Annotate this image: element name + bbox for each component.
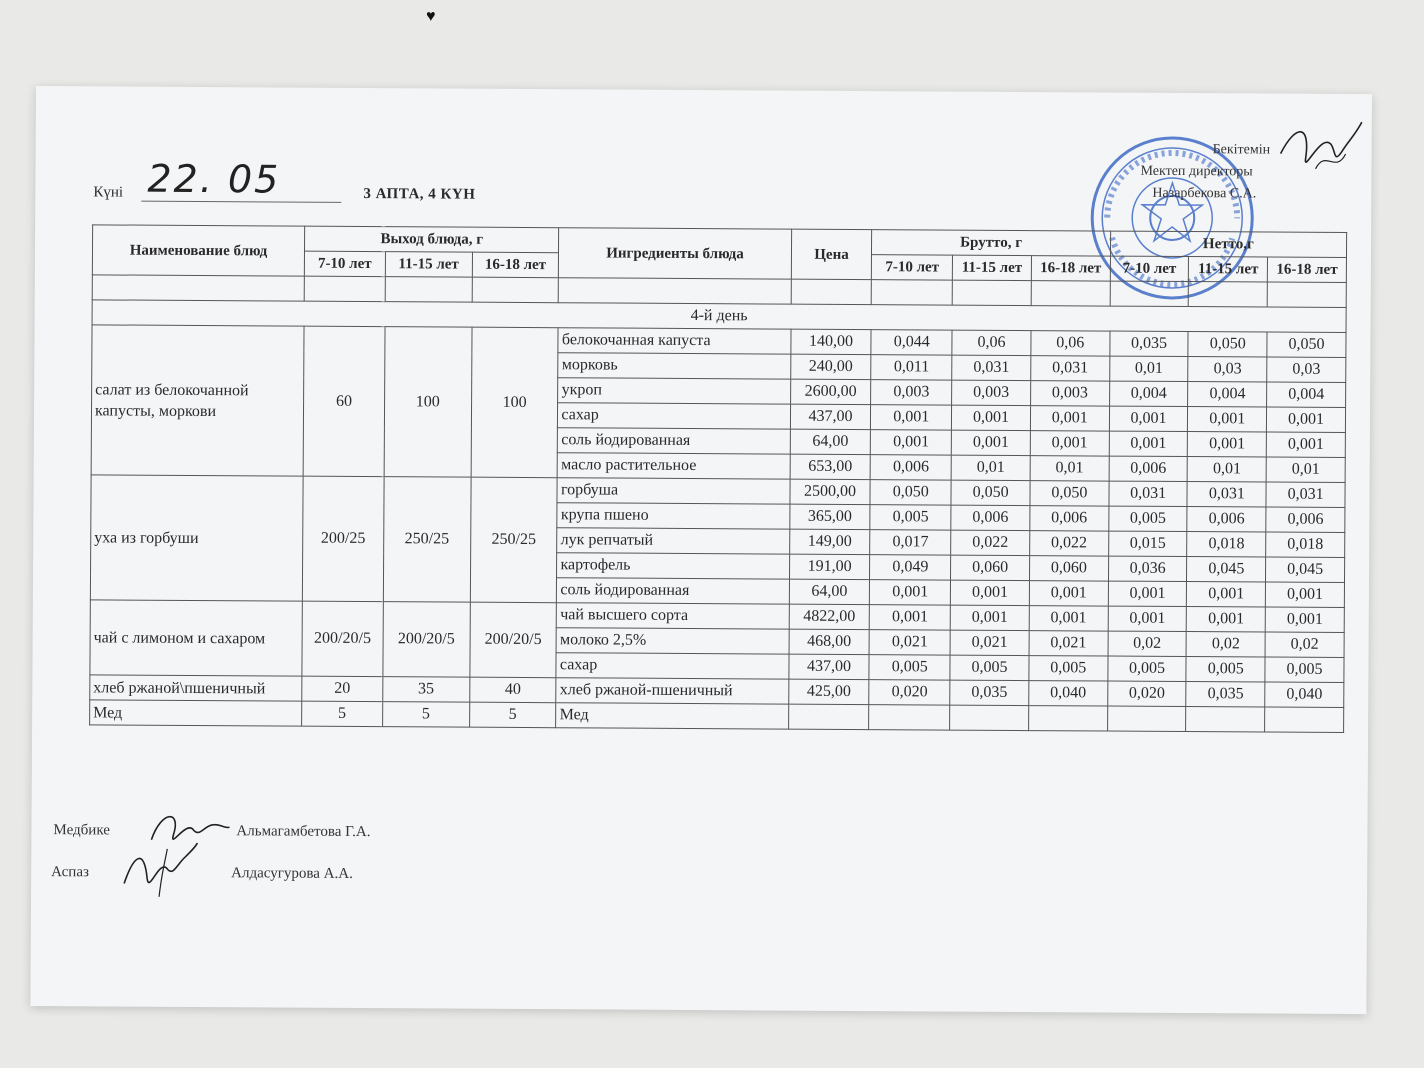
ingredient-price: 365,00: [789, 504, 870, 529]
brutto-16-18: 0,001: [1029, 606, 1108, 631]
brutto-7-10: 0,011: [871, 355, 952, 380]
header-dish-name: Наименование блюд: [92, 225, 304, 276]
ingredient-price: 425,00: [788, 679, 869, 704]
brutto-7-10: 0,005: [869, 655, 950, 680]
ingredient-name: лук репчатый: [557, 528, 789, 554]
header-age-16-18: 16-18 лет: [1268, 257, 1347, 282]
netto-7-10: [1107, 706, 1186, 731]
header-age-7-10: 7-10 лет: [1110, 256, 1189, 281]
header-netto: Нетто,г: [1110, 231, 1346, 257]
brutto-7-10: 0,001: [871, 405, 952, 430]
nurse-role: Медбике: [53, 822, 110, 839]
ingredient-name: масло растительное: [558, 453, 790, 479]
ingredient-name: горбуша: [557, 478, 789, 504]
brutto-7-10: 0,021: [869, 630, 950, 655]
header-price: Цена: [791, 229, 872, 279]
ingredient-name: соль йодированная: [557, 578, 789, 604]
netto-11-15: 0,001: [1187, 607, 1266, 632]
brutto-7-10: 0,017: [870, 530, 951, 555]
netto-16-18: 0,005: [1265, 657, 1344, 682]
netto-16-18: 0,03: [1267, 357, 1346, 382]
brutto-11-15: 0,050: [951, 480, 1030, 505]
brutto-11-15: 0,001: [952, 405, 1031, 430]
yield-7-10: 200/25: [302, 476, 384, 601]
yield-7-10: 60: [303, 326, 385, 476]
brutto-16-18: 0,022: [1030, 531, 1109, 556]
yield-16-18: 200/20/5: [470, 602, 557, 678]
ingredient-name: чай высшего сорта: [557, 603, 789, 629]
cook-name: Алдасугурова А.А.: [231, 865, 353, 882]
brutto-16-18: 0,040: [1029, 681, 1108, 706]
netto-16-18: 0,050: [1267, 332, 1346, 357]
brutto-11-15: 0,035: [950, 680, 1029, 705]
brutto-11-15: [950, 705, 1029, 730]
netto-16-18: 0,040: [1265, 682, 1344, 707]
netto-16-18: 0,045: [1266, 557, 1345, 582]
ingredient-price: 140,00: [791, 329, 872, 354]
netto-7-10: 0,035: [1110, 331, 1189, 356]
ingredient-price: 468,00: [789, 629, 870, 654]
netto-11-15: 0,02: [1186, 632, 1265, 657]
brutto-7-10: 0,050: [870, 480, 951, 505]
brutto-7-10: 0,001: [871, 430, 952, 455]
netto-11-15: 0,005: [1186, 657, 1265, 682]
approval-title: Бекітемін: [1212, 142, 1271, 158]
yield-7-10: 5: [302, 701, 383, 726]
dish-name: чай с лимоном и сахаром: [90, 600, 302, 676]
netto-11-15: 0,01: [1188, 457, 1267, 482]
ingredient-price: 240,00: [790, 354, 871, 379]
netto-7-10: 0,031: [1109, 481, 1188, 506]
ingredient-name: крупа пшено: [557, 503, 789, 529]
ingredient-price: 64,00: [790, 429, 871, 454]
approval-name: Назарбекова С.А.: [1152, 185, 1257, 202]
brutto-16-18: 0,003: [1031, 381, 1110, 406]
ingredient-name: белокочанная капуста: [558, 328, 790, 354]
dish-name: салат из белокочанной капусты, моркови: [91, 325, 304, 476]
brutto-16-18: 0,005: [1029, 656, 1108, 681]
dish-name: уха из горбуши: [90, 475, 303, 601]
yield-16-18: 5: [469, 702, 556, 728]
brutto-11-15: 0,003: [952, 380, 1031, 405]
menu-sheet: [30, 86, 1372, 1014]
brutto-16-18: 0,06: [1031, 331, 1110, 356]
header-age-11-15: 11-15 лет: [1189, 257, 1268, 282]
brutto-16-18: 0,006: [1030, 506, 1109, 531]
menu-table: [89, 224, 1347, 733]
netto-16-18: 0,001: [1266, 582, 1345, 607]
header-yield: Выход блюда, г: [305, 226, 560, 253]
netto-16-18: 0,01: [1266, 457, 1345, 482]
date-underline: [141, 201, 341, 203]
netto-11-15: 0,001: [1188, 407, 1267, 432]
header-age-16-18: 16-18 лет: [1031, 256, 1110, 281]
brutto-7-10: 0,001: [870, 605, 951, 630]
netto-16-18: [1265, 707, 1344, 732]
netto-7-10: 0,001: [1108, 606, 1187, 631]
netto-7-10: 0,005: [1108, 656, 1187, 681]
netto-11-15: 0,045: [1187, 557, 1266, 582]
brutto-11-15: 0,001: [951, 580, 1030, 605]
header-age-11-15: 11-15 лет: [953, 255, 1032, 280]
brutto-11-15: 0,031: [952, 355, 1031, 380]
cook-signature: [119, 839, 199, 899]
ingredient-price: 64,00: [789, 579, 870, 604]
yield-11-15: 35: [383, 677, 470, 703]
yield-11-15: 5: [382, 702, 469, 728]
brutto-16-18: 0,001: [1030, 406, 1109, 431]
netto-11-15: 0,03: [1188, 357, 1267, 382]
approval-block: [1140, 139, 1270, 206]
ingredient-name: сахар: [558, 403, 790, 429]
brutto-16-18: 0,01: [1030, 456, 1109, 481]
dish-name: Мед: [90, 700, 302, 726]
handwritten-date: 22. 05: [147, 156, 281, 202]
brutto-11-15: 0,005: [950, 655, 1029, 680]
brutto-11-15: 0,01: [951, 455, 1030, 480]
brutto-16-18: 0,001: [1029, 581, 1108, 606]
brutto-7-10: 0,003: [871, 380, 952, 405]
netto-11-15: [1186, 707, 1265, 732]
ingredient-name: сахар: [556, 653, 788, 679]
ingredient-price: 437,00: [790, 404, 871, 429]
brutto-7-10: 0,044: [871, 330, 952, 355]
ingredient-price: 191,00: [789, 554, 870, 579]
approval-position: Мектеп директоры: [1140, 163, 1253, 180]
ingredient-name: хлеб ржаной-пшеничный: [556, 678, 788, 704]
ingredient-price: [788, 704, 869, 729]
yield-7-10: 20: [302, 676, 383, 701]
yield-7-10: 200/20/5: [302, 601, 383, 676]
brutto-7-10: 0,005: [870, 505, 951, 530]
brutto-11-15: 0,001: [951, 430, 1030, 455]
brutto-11-15: 0,001: [950, 605, 1029, 630]
netto-16-18: 0,018: [1266, 532, 1345, 557]
netto-16-18: 0,006: [1266, 507, 1345, 532]
netto-7-10: 0,001: [1109, 431, 1188, 456]
dish-name: хлеб ржаной\пшеничный: [90, 675, 302, 701]
day-label: 4-й день: [92, 300, 1346, 333]
ingredient-price: 653,00: [790, 454, 871, 479]
header-brutto: Брутто, г: [872, 230, 1110, 256]
background-heart-icon: ♥: [426, 8, 436, 25]
header-age-16-18: 16-18 лет: [472, 252, 559, 278]
brutto-11-15: 0,022: [951, 530, 1030, 555]
yield-16-18: 100: [471, 327, 559, 478]
header-age-7-10: 7-10 лет: [872, 255, 953, 280]
ingredient-name: картофель: [557, 553, 789, 579]
netto-7-10: 0,02: [1108, 631, 1187, 656]
yield-16-18: 40: [469, 677, 556, 703]
netto-16-18: 0,001: [1266, 432, 1345, 457]
netto-7-10: 0,004: [1109, 381, 1188, 406]
netto-7-10: 0,006: [1109, 456, 1188, 481]
brutto-7-10: 0,001: [870, 580, 951, 605]
brutto-16-18: 0,001: [1030, 431, 1109, 456]
ingredient-price: 149,00: [789, 529, 870, 554]
netto-11-15: 0,035: [1186, 682, 1265, 707]
netto-11-15: 0,050: [1188, 332, 1267, 357]
yield-11-15: 200/20/5: [383, 602, 470, 678]
netto-16-18: 0,004: [1267, 382, 1346, 407]
brutto-7-10: [869, 705, 950, 730]
netto-7-10: 0,001: [1109, 406, 1188, 431]
ingredient-name: укроп: [558, 378, 790, 404]
brutto-11-15: 0,06: [952, 330, 1031, 355]
ingredient-price: 2600,00: [790, 379, 871, 404]
netto-11-15: 0,001: [1188, 432, 1267, 457]
ingredient-price: 2500,00: [790, 479, 871, 504]
brutto-7-10: 0,020: [869, 680, 950, 705]
netto-16-18: 0,001: [1265, 607, 1344, 632]
brutto-11-15: 0,006: [951, 505, 1030, 530]
header-ingredients: Ингредиенты блюда: [559, 228, 792, 279]
brutto-11-15: 0,060: [951, 555, 1030, 580]
netto-11-15: 0,018: [1187, 532, 1266, 557]
brutto-16-18: [1029, 706, 1108, 731]
netto-7-10: 0,015: [1108, 531, 1187, 556]
ingredient-name: молоко 2,5%: [557, 628, 789, 654]
ingredient-name: Мед: [556, 703, 788, 729]
header-age-7-10: 7-10 лет: [304, 251, 385, 276]
ingredient-name: морковь: [558, 353, 790, 379]
yield-11-15: 250/25: [383, 477, 471, 603]
netto-7-10: 0,020: [1107, 681, 1186, 706]
yield-11-15: 100: [384, 327, 472, 478]
netto-7-10: 0,005: [1109, 506, 1188, 531]
header-age-11-15: 11-15 лет: [385, 252, 472, 278]
brutto-16-18: 0,031: [1031, 356, 1110, 381]
cook-role: Аспаз: [51, 864, 89, 881]
yield-16-18: 250/25: [470, 477, 558, 603]
ingredient-name: соль йодированная: [558, 428, 790, 454]
date-label: Күні: [93, 184, 124, 201]
week-day-title: 3 АПТА, 4 КҮН: [363, 186, 476, 203]
brutto-16-18: 0,060: [1029, 556, 1108, 581]
netto-11-15: 0,031: [1187, 482, 1266, 507]
brutto-11-15: 0,021: [950, 630, 1029, 655]
netto-11-15: 0,004: [1188, 382, 1267, 407]
brutto-16-18: 0,021: [1029, 631, 1108, 656]
netto-16-18: 0,031: [1266, 482, 1345, 507]
netto-11-15: 0,001: [1187, 582, 1266, 607]
netto-16-18: 0,001: [1267, 407, 1346, 432]
netto-16-18: 0,02: [1265, 632, 1344, 657]
netto-7-10: 0,036: [1108, 556, 1187, 581]
brutto-7-10: 0,049: [870, 555, 951, 580]
netto-7-10: 0,001: [1108, 581, 1187, 606]
ingredient-price: 437,00: [789, 654, 870, 679]
brutto-16-18: 0,050: [1030, 481, 1109, 506]
director-signature: [1275, 114, 1365, 185]
ingredient-price: 4822,00: [789, 604, 870, 629]
netto-7-10: 0,01: [1109, 356, 1188, 381]
nurse-name: Альмагамбетова Г.А.: [236, 823, 371, 841]
netto-11-15: 0,006: [1187, 507, 1266, 532]
brutto-7-10: 0,006: [871, 455, 952, 480]
